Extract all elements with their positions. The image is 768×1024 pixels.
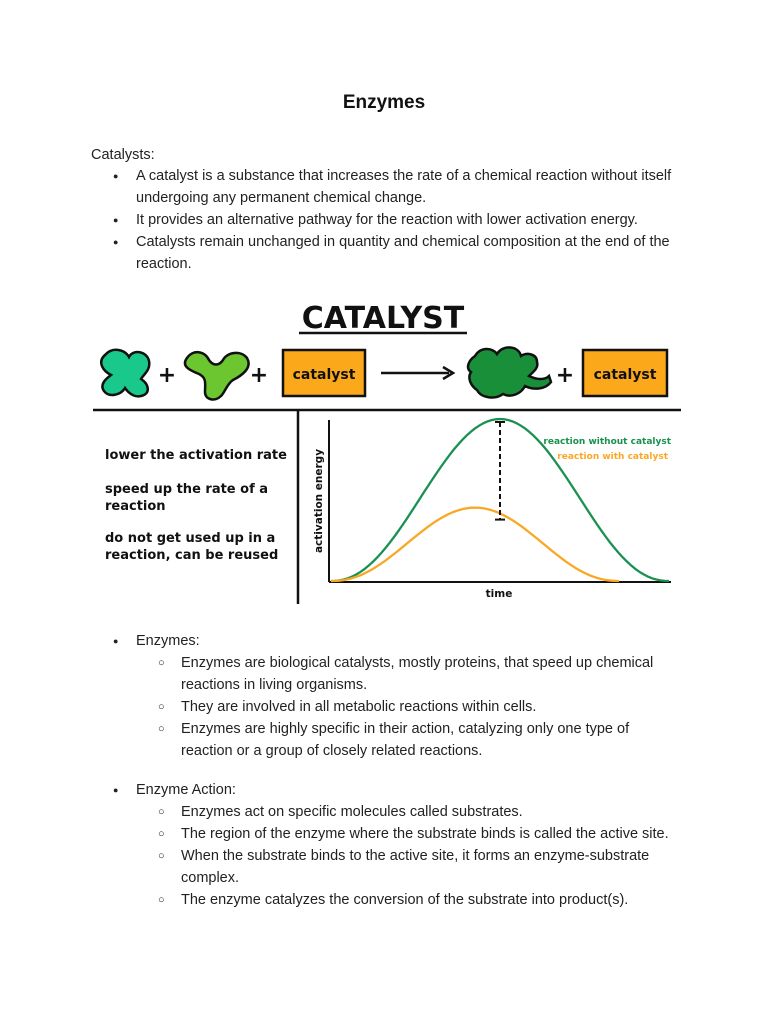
property-text: reaction: [105, 499, 166, 514]
list-item: ○ When the substrate binds to the active site, it forms an enzyme-substrate complex.: [136, 845, 681, 889]
enzyme-action-sub-list: [136, 801, 681, 911]
section-heading: Enzyme Action:: [136, 782, 236, 798]
list-item: ● A catalyst is a substance that increases the rate of a chemical reaction without itself undergoing any permanent chemical change.: [91, 165, 681, 209]
enzymes-sub-list: [136, 652, 681, 762]
property-text: speed up the rate of a: [105, 482, 269, 497]
reactant-molecule-icon: [185, 352, 249, 399]
enzymes-bullet-list: [91, 630, 681, 762]
legend-entry-without-catalyst: reaction without catalyst: [543, 437, 671, 447]
property-text: reaction, can be reused: [105, 548, 279, 563]
catalyst-bullet-list: [91, 165, 681, 275]
list-item: ● Catalysts remain unchanged in quantity and chemical composition at the end of the reaction.: [91, 231, 681, 275]
product-molecule-icon: [468, 347, 551, 397]
list-item: ○ Enzymes are highly specific in their action, catalyzing only one type of reaction or a group of closely related reactions.: [136, 718, 681, 762]
list-item: ○ They are involved in all metabolic reactions within cells.: [136, 696, 681, 718]
properties-list: [105, 448, 287, 563]
list-item: ○ Enzymes are biological catalysts, mostly proteins, that speed up chemical reactions in living organisms.: [136, 652, 681, 696]
property-text: lower the activation rate: [105, 448, 287, 463]
page-title: Enzymes: [342, 92, 426, 113]
list-item: ○ Enzymes act on specific molecules called substrates.: [136, 801, 681, 823]
series-line-with-catalyst: [331, 508, 619, 581]
plus-sign: +: [249, 363, 269, 388]
activation-energy-chart: [313, 419, 672, 600]
reactant-molecule-icon: [101, 350, 149, 397]
section-heading: Enzymes:: [136, 633, 200, 649]
catalysts-label: Catalysts:: [91, 147, 155, 163]
list-item: ○ The enzyme catalyzes the conversion of the substrate into product(s).: [136, 889, 681, 911]
property-text: do not get used up in a: [105, 531, 276, 546]
list-item: ○ The region of the enzyme where the substrate binds is called the active site.: [136, 823, 681, 845]
y-axis-label: activation energy: [313, 448, 325, 554]
catalyst-box-label: catalyst: [593, 367, 657, 383]
legend-entry-with-catalyst: reaction with catalyst: [557, 452, 668, 462]
catalyst-figure: [93, 296, 681, 604]
figure-title: CATALYST: [301, 301, 465, 336]
catalyst-figure-svg: [93, 296, 681, 604]
enzyme-action-bullet-list: [91, 779, 681, 911]
catalyst-box-label: catalyst: [292, 367, 356, 383]
x-axis-label: time: [485, 588, 513, 600]
plus-sign: +: [555, 363, 575, 388]
list-item: ● It provides an alternative pathway for the reaction with lower activation energy.: [91, 209, 681, 231]
plus-sign: +: [157, 363, 177, 388]
list-item: [91, 779, 681, 911]
list-item: [91, 630, 681, 762]
